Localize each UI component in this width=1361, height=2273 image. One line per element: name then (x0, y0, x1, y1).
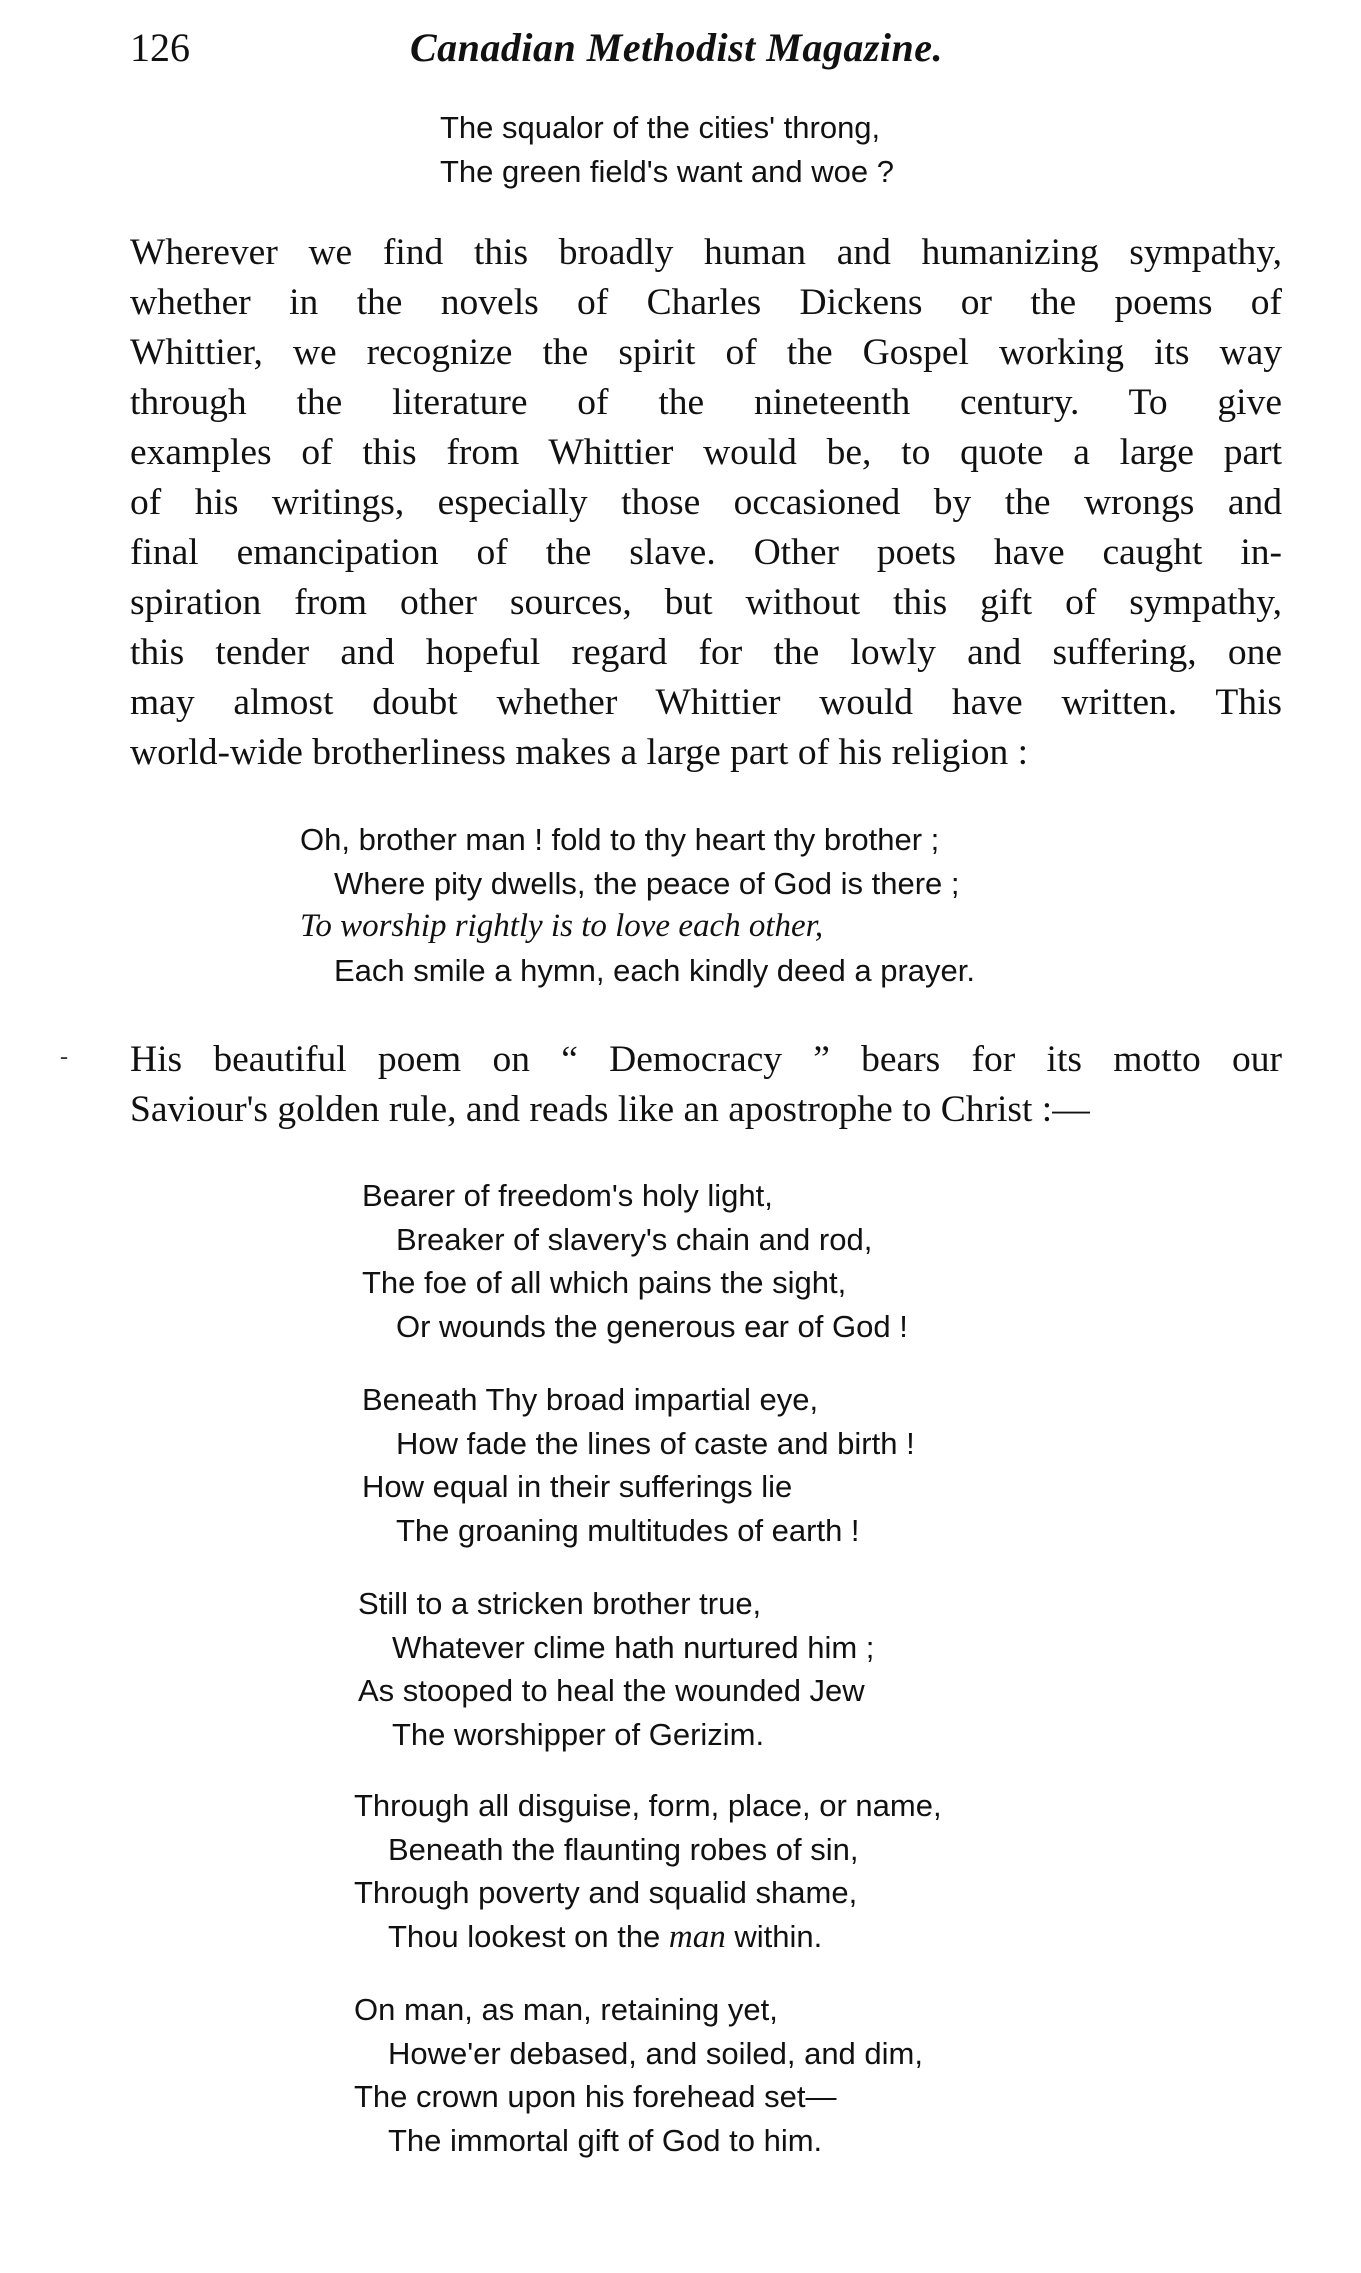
prose-line: examples of this from Whittier would be, to quote a large part (130, 432, 1282, 473)
poem-stanza-4 (354, 1784, 942, 1959)
page-number: 126 (130, 25, 190, 70)
verse-line: The crown upon his forehead set— (354, 2079, 837, 2114)
running-title: Canadian Methodist Magazine. (410, 25, 944, 70)
verse-line: The immortal gift of God to him. (388, 2122, 823, 2158)
verse-line: Howe'er debased, and soiled, and dim, (388, 2035, 923, 2071)
epigraph-line: The squalor of the cities' throng, (440, 110, 881, 145)
prose-line: spiration from other sources, but without this gift of sympathy, (130, 582, 1282, 623)
poem-stanza-1 (362, 1174, 908, 1348)
prose-line: Wherever we find this broadly human and humanizing sympathy, (130, 232, 1282, 273)
verse-text: within. (725, 1918, 823, 1954)
prose-line: whether in the novels of Charles Dickens or the poems of (130, 282, 1282, 323)
prose-line: final emancipation of the slave. Other poets have caught in- (130, 532, 1282, 573)
verse-line: To worship rightly is to love each other, (300, 908, 824, 944)
verse-line: The worshipper of Gerizim. (392, 1716, 765, 1752)
verse-line: On man, as man, retaining yet, (354, 1992, 778, 2027)
verse-line: As stooped to heal the wounded Jew (358, 1673, 865, 1708)
verse-line: The foe of all which pains the sight, (362, 1265, 847, 1300)
paragraph-1 (130, 228, 1282, 778)
verse-line: Bearer of freedom's holy light, (362, 1178, 773, 1213)
verse-line: Whatever clime hath nurtured him ; (392, 1629, 875, 1665)
prose-line: Saviour's golden rule, and reads like an apostrophe to Christ :— (130, 1089, 1090, 1130)
prose-line: through the literature of the nineteenth century. To give (130, 382, 1282, 423)
poem-stanza-3 (358, 1582, 874, 1756)
verse-line: Through poverty and squalid shame, (354, 1875, 858, 1910)
emphasized-word: man (668, 1918, 726, 1955)
prose-line: His beautiful poem on “ Democracy ” bears for its motto our (130, 1039, 1282, 1080)
prose-line: Whittier, we recognize the spirit of the Gospel working its way (130, 332, 1282, 373)
verse-line: Still to a stricken brother true, (358, 1586, 762, 1621)
verse-line: Beneath Thy broad impartial eye, (362, 1382, 819, 1417)
verse-line: How equal in their sufferings lie (362, 1469, 793, 1504)
prose-line: may almost doubt whether Whittier would have written. This (130, 682, 1282, 723)
prose-line: world-wide brotherliness makes a large part of his religion : (130, 732, 1029, 773)
verse-text: Thou lookest on the (388, 1918, 669, 1954)
verse-line: Beneath the flaunting robes of sin, (388, 1831, 859, 1867)
prose-line: of his writings, especially those occasioned by the wrongs and (130, 482, 1282, 523)
verse-line: Breaker of slavery's chain and rod, (396, 1221, 873, 1257)
verse-line: Oh, brother man ! fold to thy heart thy brother ; (300, 822, 940, 857)
epigraph (440, 106, 1140, 194)
poem-stanza-5 (354, 1988, 923, 2162)
verse-line: How fade the lines of caste and birth ! (396, 1425, 915, 1461)
epigraph-line: The green field's want and woe ? (440, 154, 894, 189)
verse-line: Where pity dwells, the peace of God is there ; (334, 865, 960, 901)
verse-line: Each smile a hymn, each kindly deed a prayer. (334, 952, 976, 988)
verse-line: Or wounds the generous ear of God ! (396, 1308, 908, 1344)
prose-line: this tender and hopeful regard for the lowly and suffering, one (130, 632, 1282, 673)
verse-line (354, 1915, 942, 1960)
margin-mark: - (60, 1044, 68, 1070)
quote-brother-man (300, 818, 975, 992)
verse-line: The groaning multitudes of earth ! (396, 1512, 860, 1548)
paragraph-2 (130, 1035, 1282, 1135)
verse-line: Through all disguise, form, place, or name, (354, 1788, 942, 1823)
poem-stanza-2 (362, 1378, 915, 1552)
